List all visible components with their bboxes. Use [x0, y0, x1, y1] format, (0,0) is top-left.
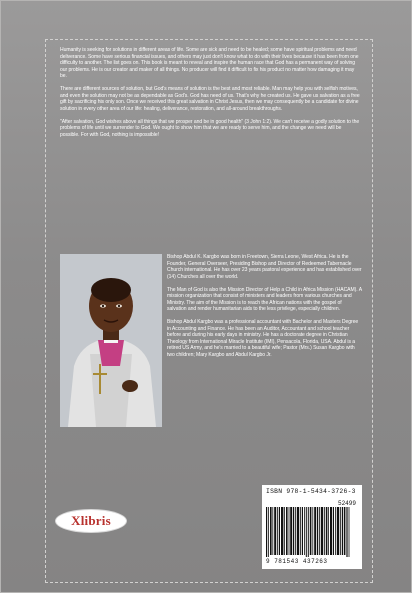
author-portrait-illustration — [60, 254, 162, 427]
bio-paragraph-2: The Man of God is also the Mission Director of Help a Child in Africa Mission (HACAM). A mission organization that consist of ministers and leaders from various churches and Ministry. The aim of the Mission is to reach the African nations with the gospel of salvation and render humanitarian aids to the less privilege, especially children. — [167, 286, 362, 312]
bio-paragraph-1: Bishop Abdul K. Kargbo was born in Freetown, Sierra Leone, West Africa. He is the Founder, General Overseer, Presiding Bishop and Director of Redeemed Tabernacle Church international. He has over 23 years pastoral experience and has established over (14) Churches all over the world. — [167, 254, 362, 280]
blurb-paragraph-3: "After salvation, God wishes above all things that we prosper and be in good health" (3 John 1:2). We can't receive a godly solution to the problems of life until we surrender to God. We ought to show him that we are ready to serve him, and the change we need will be possible. For with God, nothing is impossible! — [60, 118, 360, 138]
bio-paragraph-3: Bishop Abdul Kargbo was a professional accountant with Bachelor and Masters Degree in Accounting and Finance. He has been an Auditor, Accountant and school teacher before and during his early days in ministry. He has a doctorate degree in Christian Theology from International Miracle Institute (IMI), Pensacola, Florida, USA. Abdul is a retired US Army, and he's married to a beautiful wife; Pastor (Mrs.) Susan Kargbo with two children; Mary Kargbo and Abdul Kargbo Jr. — [167, 319, 359, 358]
barcode-icon — [266, 497, 358, 559]
author-photo — [60, 254, 162, 427]
blurb-paragraph-2: There are different sources of solution, but God's means of solution is the best and most reliable. Man may help you with selfish motives, and even the solution may not be as dependable as God's. God has need of us. That's why he created us. He gave us salvation as a free gift by sacrificing his only son. Once we received this great salvation in Christ Jesus, then we may consequently be a candidate for divine solution in every other area of our life: healing, deliverance, restoration, and all-around breakthroughs. — [60, 86, 360, 112]
publisher-logo — [56, 510, 126, 532]
author-bio — [167, 254, 362, 365]
blurb-paragraph-1: Humanity is seeking for solutions in different areas of life. Some are sick and need to be healed; some have spiritual problems and need deliverance. Some have serious financial issues, and others may just don't know what to do with their lives because it has been from one difficulty to another. The list goes on. This book is meant to reveal and inspire the human race that God has a permanent way of solving our problems. He is our creator and maker of all things. No producer will find it difficult to fix his product no matter how damaging it may be. — [60, 47, 359, 79]
barcode-panel — [262, 485, 362, 569]
isbn-text: ISBN 978-1-5434-3726-3 — [266, 488, 356, 495]
barcode-digits: 9 781543 437263 — [266, 558, 328, 565]
price-code: 52499 — [337, 500, 356, 507]
book-blurb — [60, 47, 362, 145]
publisher-logo-text: Xlibris — [71, 513, 111, 528]
